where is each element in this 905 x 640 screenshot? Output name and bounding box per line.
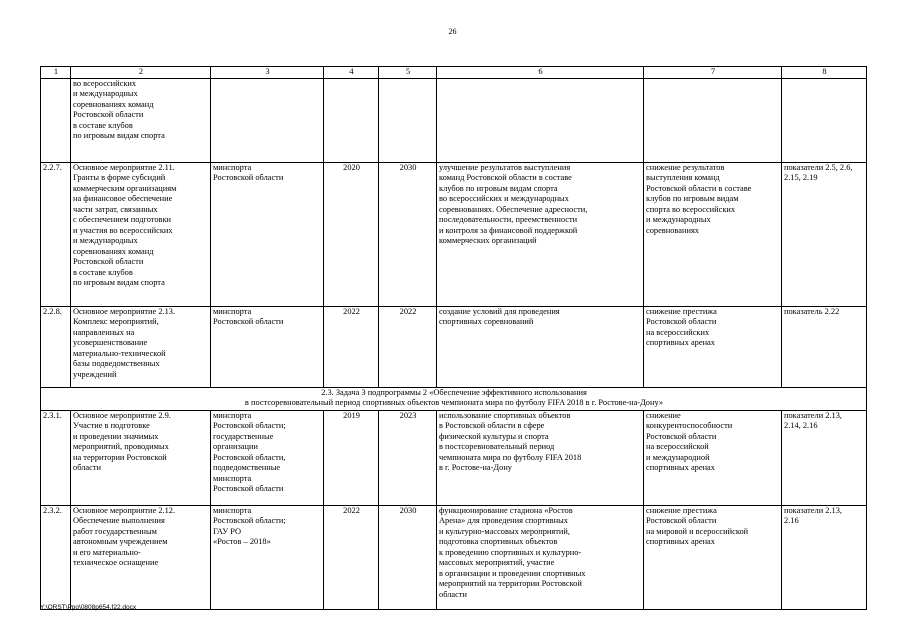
end-year: 2030 [379,162,437,306]
linked-indicators: показатели 2.5, 2.6, 2.15, 2.19 [782,162,867,306]
linked-indicators: показатель 2.22 [782,306,867,387]
end-year [379,78,437,162]
end-year: 2030 [379,505,437,609]
start-year: 2022 [324,306,379,387]
expected-result: функционирование стадиона «Ростов Арена» для проведения спортивных и культурно-массовых мероприятий, подготовка спортивных объектов к проведению спортивных и культурно- массовых мероприятий, участие в организации и проведении спортивных мероприятий на территории Ростовской области [437,505,644,609]
non-implementation-consequences [644,78,782,162]
task-heading: 2.3. Задача 3 подпрограммы 2 «Обеспечение эффективного использования в постсоревновательный период спортивных объектов чемпионата мира по футболу FIFA 2018 в г. Ростове-на-Дону» [41,387,867,410]
executor: минспорта Ростовской области; ГАУ РО «Ростов – 2018» [211,505,324,609]
non-implementation-consequences: снижение конкурентоспособности Ростовской области на всероссийской и международной спортивных аренах [644,410,782,505]
end-year: 2023 [379,410,437,505]
table-row [41,306,867,387]
executor: минспорта Ростовской области [211,306,324,387]
start-year: 2019 [324,410,379,505]
column-header: 4 [324,67,379,79]
measure-name: во всероссийских и международных соревнованиях команд Ростовской области в составе клубов по игровым видам спорта [71,78,211,162]
executor: минспорта Ростовской области [211,162,324,306]
start-year [324,78,379,162]
start-year: 2020 [324,162,379,306]
expected-result: использование спортивных объектов в Ростовской области в сфере физической культуры и спорта в постсоревновательный период чемпионата мира по футболу FIFA 2018 в г. Ростове-на-Дону [437,410,644,505]
table-row [41,505,867,609]
table-row [41,78,867,162]
row-number [41,78,71,162]
row-number: 2.3.1. [41,410,71,505]
linked-indicators: показатели 2.13, 2.14, 2.16 [782,410,867,505]
measures-table [40,66,867,610]
non-implementation-consequences: снижение престижа Ростовской области на всероссийских спортивных аренах [644,306,782,387]
measure-name: Основное мероприятие 2.11. Гранты в форме субсидий коммерческим организациям на финансовое обеспечение части затрат, связанных с обеспечением подготовки и участия во всероссийских и международных соревнованиях команд Ростовской области в составе клубов по игровым видам спорта [71,162,211,306]
footer-file-path: Y:\ORST\Ppo\0808p654.f22.docx [40,604,137,611]
column-header: 2 [71,67,211,79]
column-header: 7 [644,67,782,79]
column-header: 1 [41,67,71,79]
column-header: 6 [437,67,644,79]
measure-name: Основное мероприятие 2.9. Участие в подготовке и проведении значимых мероприятий, проводимых на территории Ростовской области [71,410,211,505]
row-number: 2.3.2. [41,505,71,609]
row-number: 2.2.7. [41,162,71,306]
expected-result: улучшение результатов выступления команд Ростовской области в составе клубов по игровым видам спорта во всероссийских и международных соревнованиях. Обеспечение адресности, последовательности, преемственности и контроля за финансовой поддержкой коммерческих организаций [437,162,644,306]
page-number: 26 [448,27,457,36]
executor [211,78,324,162]
executor: минспорта Ростовской области; государственные организации Ростовской области, подведомственные минспорта Ростовской области [211,410,324,505]
task-heading-row [41,387,867,410]
measure-name: Основное мероприятие 2.13. Комплекс мероприятий, направленных на усовершенствование материально-технической базы подведомственных учреждений [71,306,211,387]
expected-result: создание условий для проведения спортивных соревнований [437,306,644,387]
column-header: 3 [211,67,324,79]
linked-indicators: показатели 2.13, 2.16 [782,505,867,609]
expected-result [437,78,644,162]
row-number: 2.2.8. [41,306,71,387]
table-row [41,410,867,505]
start-year: 2022 [324,505,379,609]
measure-name: Основное мероприятие 2.12. Обеспечение выполнения работ государственным автономным учреждением и его материально- техническое оснащение [71,505,211,609]
column-header: 8 [782,67,867,79]
column-header: 5 [379,67,437,79]
linked-indicators [782,78,867,162]
end-year: 2022 [379,306,437,387]
header-row [41,67,867,79]
non-implementation-consequences: снижение престижа Ростовской области на мировой и всероссийской спортивных аренах [644,505,782,609]
non-implementation-consequences: снижение результатов выступления команд Ростовской области в составе клубов по игровым видам спорта во всероссийских и международных соревнованиях [644,162,782,306]
table-row [41,162,867,306]
